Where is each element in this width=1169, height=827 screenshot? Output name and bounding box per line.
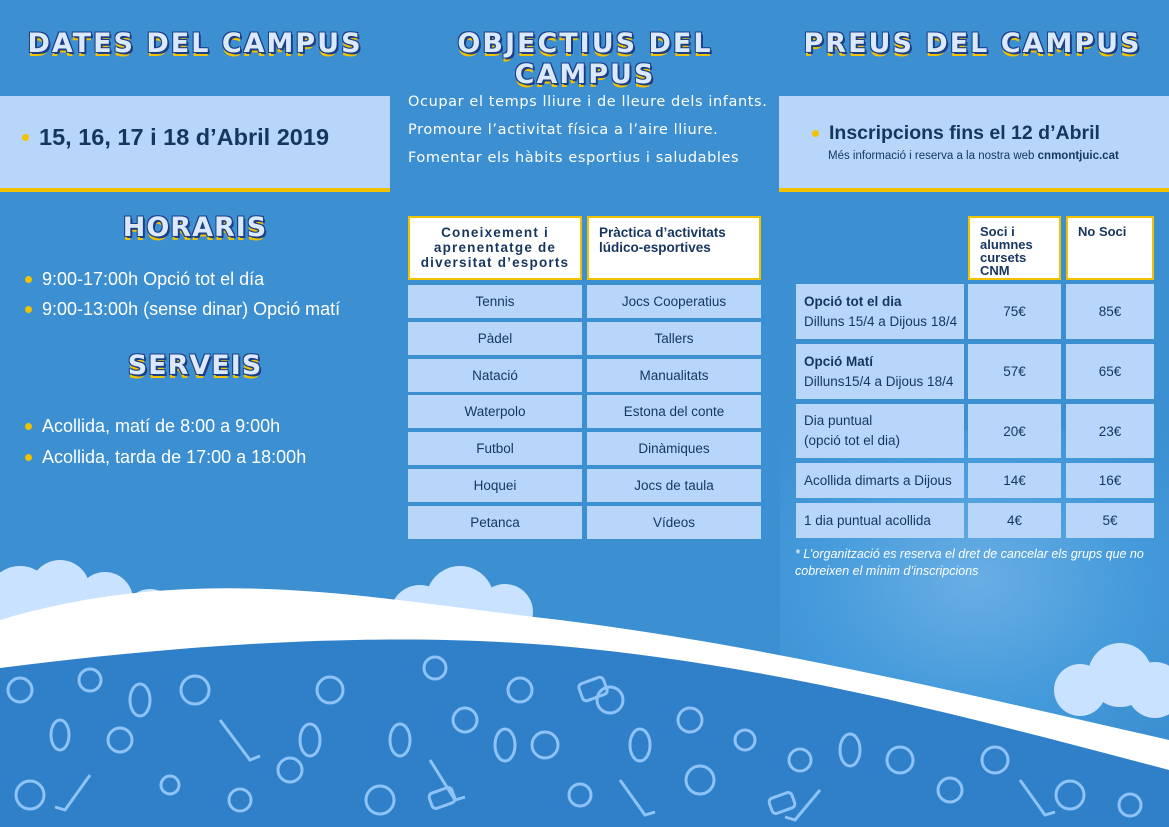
price-soci: 75€: [968, 284, 1061, 339]
website-link[interactable]: cnmontjuic.cat: [1037, 150, 1119, 162]
bullet-icon: [25, 306, 32, 313]
price-nosoci: 23€: [1066, 404, 1154, 458]
price-soci: 14€: [968, 463, 1061, 498]
activities-header-ludic: Pràctica d’activitats lúdico-esportives: [587, 216, 761, 280]
servei-text: Acollida, matí de 8:00 a 9:00h: [42, 416, 281, 436]
bullet-icon: [25, 423, 32, 430]
price-option-detail: Dilluns 15/4 a Dijous 18/4: [804, 313, 958, 329]
activities-header-sports: Coneixement i aprenentatge de diversitat d’esports: [408, 216, 582, 280]
price-soci: 4€: [968, 503, 1061, 538]
activity-sport-cell: Tennis: [408, 285, 582, 318]
activity-sport-cell: Hoquei: [408, 469, 582, 502]
activity-ludic-cell: Jocs de taula: [587, 469, 761, 502]
dates-text: 15, 16, 17 i 18 d’Abril 2019: [39, 124, 330, 150]
price-nosoci: 85€: [1066, 284, 1154, 339]
activity-sport-cell: Petanca: [408, 506, 582, 539]
activity-sport-cell: Natació: [408, 359, 582, 392]
price-option-title: Opció tot el dia: [804, 293, 902, 309]
activity-ludic-cell: Manualitats: [587, 359, 761, 392]
price-row-label: [796, 344, 964, 399]
price-soci: 20€: [968, 404, 1061, 458]
price-header-nosoci: No Soci: [1066, 216, 1154, 280]
activity-ludic-cell: Jocs Cooperatius: [587, 285, 761, 318]
activity-ludic-cell: Tallers: [587, 322, 761, 355]
activity-sport-cell: Futbol: [408, 432, 582, 465]
price-row-label: [796, 404, 964, 458]
activity-sport-cell: Pàdel: [408, 322, 582, 355]
price-option-detail: Acollida dimarts a Dijous: [804, 472, 952, 488]
inscriptions-title: Inscripcions fins el 12 d’Abril: [829, 122, 1100, 144]
price-nosoci: 5€: [1066, 503, 1154, 538]
dates-title: DATES DEL CAMPUS: [27, 28, 363, 59]
activity-ludic-cell: Vídeos: [587, 506, 761, 539]
inscriptions-line: [812, 122, 1100, 145]
activity-ludic-cell: Dinàmiques: [587, 432, 761, 465]
horaris-title: HORARIS: [122, 212, 268, 243]
activity-sport-cell: Waterpolo: [408, 395, 582, 428]
price-row-label: [796, 503, 964, 538]
objective-item: Ocupar el temps lliure i de lleure dels infants.: [408, 94, 768, 110]
bullet-icon: [25, 454, 32, 461]
price-row-label: [796, 284, 964, 339]
horari-text: 9:00-13:00h (sense dinar) Opció matí: [42, 299, 341, 319]
price-nosoci: 16€: [1066, 463, 1154, 498]
horari-text: 9:00-17:00h Opció tot el día: [42, 269, 265, 289]
bullet-icon: [812, 130, 819, 137]
price-option-detail: Dia puntual (opció tot el dia): [804, 413, 901, 448]
price-row-label: [796, 463, 964, 498]
objectives-title: OBJECTIUS DEL CAMPUS: [457, 28, 713, 90]
bullet-icon: [22, 134, 29, 141]
bullet-icon: [25, 276, 32, 283]
info-text: Més informació i reserva a la nostra web: [828, 150, 1035, 162]
servei-item: [25, 416, 280, 437]
objective-item: Promoure l’activitat física a l’aire lliure.: [408, 122, 719, 138]
price-option-title: Opció Matí: [804, 353, 874, 369]
horari-item: [25, 269, 264, 290]
price-option-detail: 1 dia puntual acollida: [804, 512, 931, 528]
serveis-title: SERVEIS: [127, 350, 263, 381]
servei-text: Acollida, tarda de 17:00 a 18:00h: [42, 447, 307, 467]
prices-title: PREUS DEL CAMPUS: [803, 28, 1142, 59]
price-nosoci: 65€: [1066, 344, 1154, 399]
activity-ludic-cell: Estona del conte: [587, 395, 761, 428]
price-option-detail: Dilluns15/4 a Dijous 18/4: [804, 373, 954, 389]
inscriptions-info: [828, 150, 1119, 162]
servei-item: [25, 447, 306, 468]
price-soci: 57€: [968, 344, 1061, 399]
horari-item: [25, 299, 340, 320]
cancellation-note: * L’organització es reserva el dret de cancelar els grups que no cobreixen el mínim d’inscripcions: [795, 547, 1144, 578]
price-header-soci: Soci i alumnes cursets CNM: [968, 216, 1061, 280]
objective-item: Fomentar els hàbits esportius i saludables: [408, 150, 740, 166]
dates-line: [22, 124, 329, 151]
